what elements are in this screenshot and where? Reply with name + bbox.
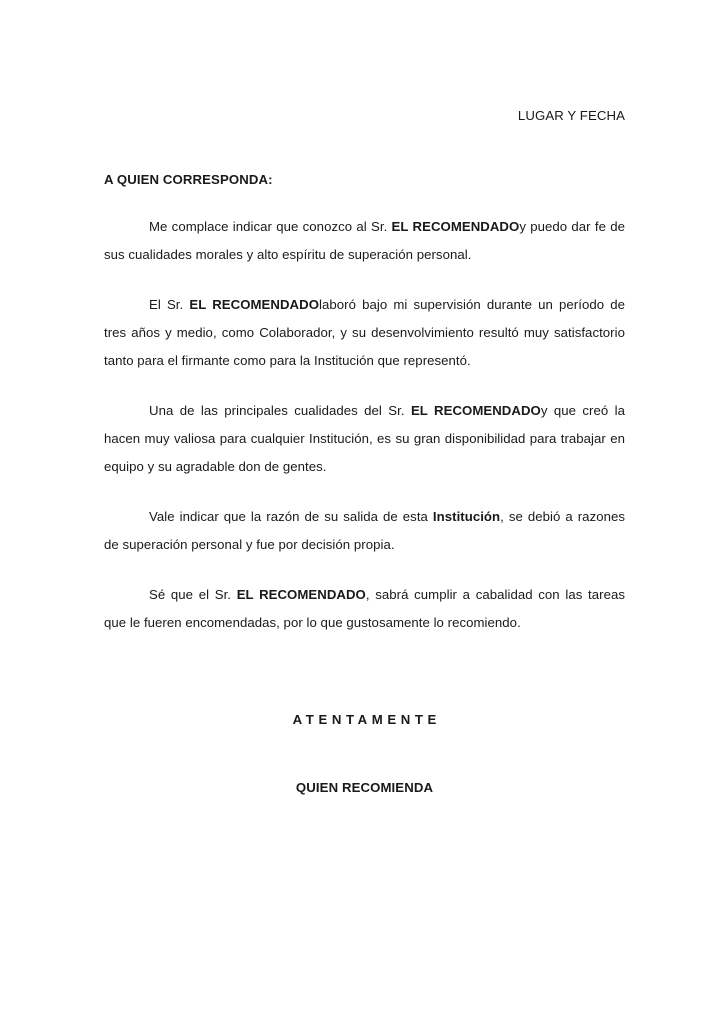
body-paragraph-2 [104,291,625,375]
document-content [104,0,625,797]
emphasis-run: Institución [432,509,501,524]
body-paragraph-1 [104,213,625,269]
place-and-date-line: LUGAR Y FECHA [517,108,625,123]
emphasis-run: EL RECOMENDADO [236,587,366,602]
valediction-atentamente: ATENTAMENTE [292,712,441,727]
text-run: Vale indicar que la razón de su salida de esta [149,509,433,524]
text-run: y puedo dar fe de sus cualidades morales y alto espíritu de superación personal. [104,219,625,262]
text-run: Una de las principales cualidades del Sr. [149,403,411,418]
emphasis-run: EL RECOMENDADO [391,219,520,234]
body-paragraph-5 [104,581,625,637]
signer-title: QUIEN RECOMIENDA [295,780,434,795]
text-run: Sé que el Sr. [149,587,237,602]
text-run: , sabrá cumplir a cabalidad con las tareas que le fueren encomendadas, por lo que gustosamente lo recomiendo. [104,587,625,630]
body-paragraph-3 [104,397,625,481]
salutation-line: A QUIEN CORRESPONDA: [104,172,273,187]
emphasis-run: EL RECOMENDADO [189,297,320,312]
text-run: y que creó la hacen muy valiosa para cualquier Institución, es su gran disponibilidad para trabajar en equipo y su agradable don de gentes. [104,403,626,474]
text-run: Me complace indicar que conozco al Sr. [149,219,392,234]
text-run: El Sr. [149,297,190,312]
text-run: , se debió a razones de superación personal y fue por decisión propia. [104,509,626,552]
body-paragraph-4 [104,503,625,559]
emphasis-run: EL RECOMENDADO [410,403,541,418]
text-run: laboró bajo mi supervisión durante un período de tres años y medio, como Colaborador, y su desenvolvimiento resultó muy satisfactorio tanto para el firmante como para la Institución que representó. [104,297,625,368]
